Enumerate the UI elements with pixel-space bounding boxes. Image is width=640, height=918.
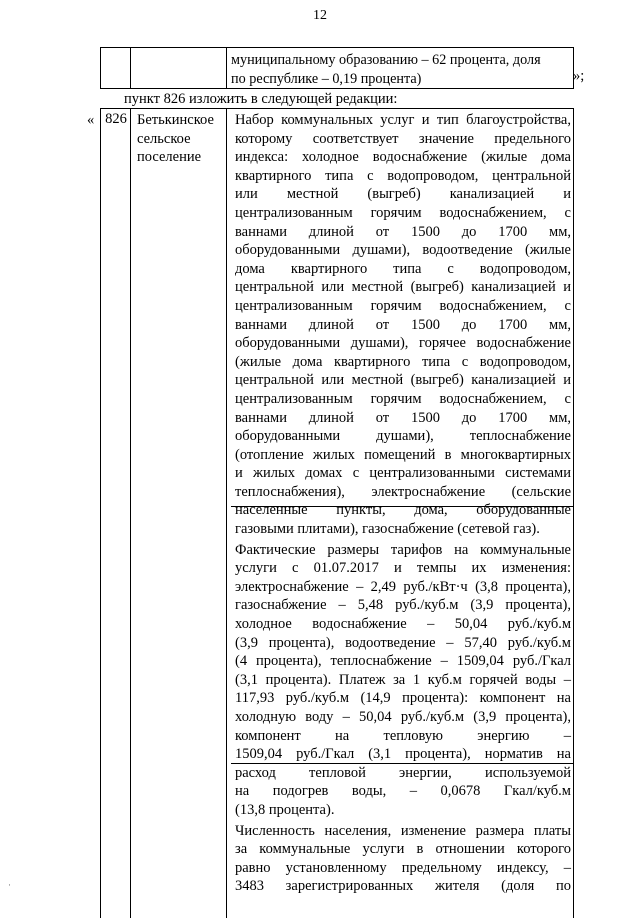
text-line: населенные пункты, дома, оборудованные	[235, 502, 571, 519]
text-line: теплоснабжения), электроснабжение (сельские	[235, 483, 571, 500]
paragraph-divider	[231, 763, 573, 764]
text-line: центральной или местной (выгреб) канализацией и	[235, 279, 571, 296]
column-divider	[130, 109, 131, 918]
main-table-row	[100, 108, 574, 918]
text-line: на подогрев воды, – 0,0678 Гкал/куб.м	[235, 783, 571, 800]
population-paragraph	[235, 822, 571, 896]
text-line: услуги с 01.07.2017 и темпы их изменения:	[235, 560, 571, 577]
text-line: электроснабжение – 2,49 руб./кВт·ч (3,8 процента),	[235, 578, 571, 595]
text-line: Фактические размеры тарифов на коммунальные	[235, 541, 571, 558]
services-paragraph	[235, 111, 571, 539]
text-line: оборудованными душами), водоотведение (жилые	[235, 242, 571, 259]
text-line: муниципальному образованию – 62 процента, доля	[231, 52, 541, 68]
name-line: сельское	[137, 130, 191, 147]
page-number: 12	[313, 8, 327, 23]
text-line: индекса: холодное водоснабжение (жилые дома	[235, 149, 571, 166]
text-line: дома квартирного типа с водопроводом,	[235, 260, 571, 277]
text-line: 117,93 руб./куб.м (14,9 процента): компонент на	[235, 690, 571, 707]
text-line: (3,9 процента), водоотведение – 57,40 руб./куб.м	[235, 634, 571, 651]
text-line: ваннами длиной от 1500 до 1700 мм,	[235, 223, 571, 240]
text-line: расход тепловой энергии, используемой	[235, 764, 571, 781]
text-line: Численность населения, изменение размера платы	[235, 822, 571, 839]
tariffs-paragraph	[235, 541, 571, 820]
text-line: ваннами длиной от 1500 до 1700 мм,	[235, 409, 571, 426]
continued-table-row	[100, 47, 574, 89]
text-line: за коммунальные услуги в отношении которого	[235, 841, 571, 858]
text-line: 3483 зарегистрированных жителя (доля по	[235, 878, 571, 895]
text-line: (жилые дома квартирного типа с водопроводом,	[235, 353, 571, 370]
text-line: централизованным горячим водоснабжением, с	[235, 204, 571, 221]
text-line: оборудованными душами), теплоснабжение	[235, 428, 571, 445]
text-line: холодное водоснабжение – 50,04 руб./куб.м	[235, 616, 571, 633]
text-line: и жилых домах с централизованными системами	[235, 465, 571, 482]
text-line: газовыми плитами), газоснабжение (сетевой газ).	[235, 521, 540, 538]
row-number: 826	[105, 111, 127, 127]
text-line: которому соответствует значение предельного	[235, 130, 571, 147]
text-line: газоснабжение – 5,48 руб./куб.м (3,9 процента),	[235, 597, 571, 614]
column-divider	[130, 48, 131, 88]
text-line: централизованным горячим водоснабжением, с	[235, 297, 571, 314]
municipality-name	[137, 111, 227, 167]
instruction-text: пункт 826 изложить в следующей редакции:	[124, 91, 398, 107]
content-cell	[235, 111, 571, 898]
text-line: по республике – 0,19 процента)	[231, 70, 422, 87]
text-line: ваннами длиной от 1500 до 1700 мм,	[235, 316, 571, 333]
column-divider	[226, 109, 227, 918]
name-line: поселение	[137, 149, 202, 166]
text-line: оборудованными душами), горячее водоснабжение	[235, 335, 571, 352]
scan-mark: ·	[8, 880, 11, 890]
text-line: компонент на тепловую энергию –	[235, 727, 571, 744]
text-line: квартирного типа с водопроводом, центральной	[235, 167, 571, 184]
closing-quote: »;	[573, 68, 585, 84]
column-divider	[226, 48, 227, 88]
text-line: (3,1 процента). Платеж за 1 куб.м горячей воды –	[235, 671, 571, 688]
text-line: холодную воду – 50,04 руб./куб.м (3,9 процента),	[235, 709, 571, 725]
text-line: центральной или местной (выгреб) канализацией и	[235, 372, 571, 389]
text-line: (13,8 процента).	[235, 801, 335, 818]
name-line: Бетькинское	[137, 112, 214, 128]
text-line: Набор коммунальных услуг и тип благоустройства,	[235, 112, 571, 128]
text-line: или местной (выгреб) канализацией и	[235, 186, 571, 203]
paragraph-divider	[231, 506, 573, 507]
text-line: централизованным горячим водоснабжением, с	[235, 390, 571, 407]
text-line: (отопление жилых помещений в многоквартирных	[235, 446, 571, 463]
text-line: равно установленному предельному индексу, –	[235, 859, 571, 876]
continued-content-cell	[231, 51, 572, 88]
text-line: 1509,04 руб./Гкал (3,1 процента), норматив на	[235, 746, 571, 763]
text-line: (4 процента), теплоснабжение – 1509,04 руб./Гкал	[235, 653, 571, 670]
opening-quote: «	[87, 112, 95, 128]
